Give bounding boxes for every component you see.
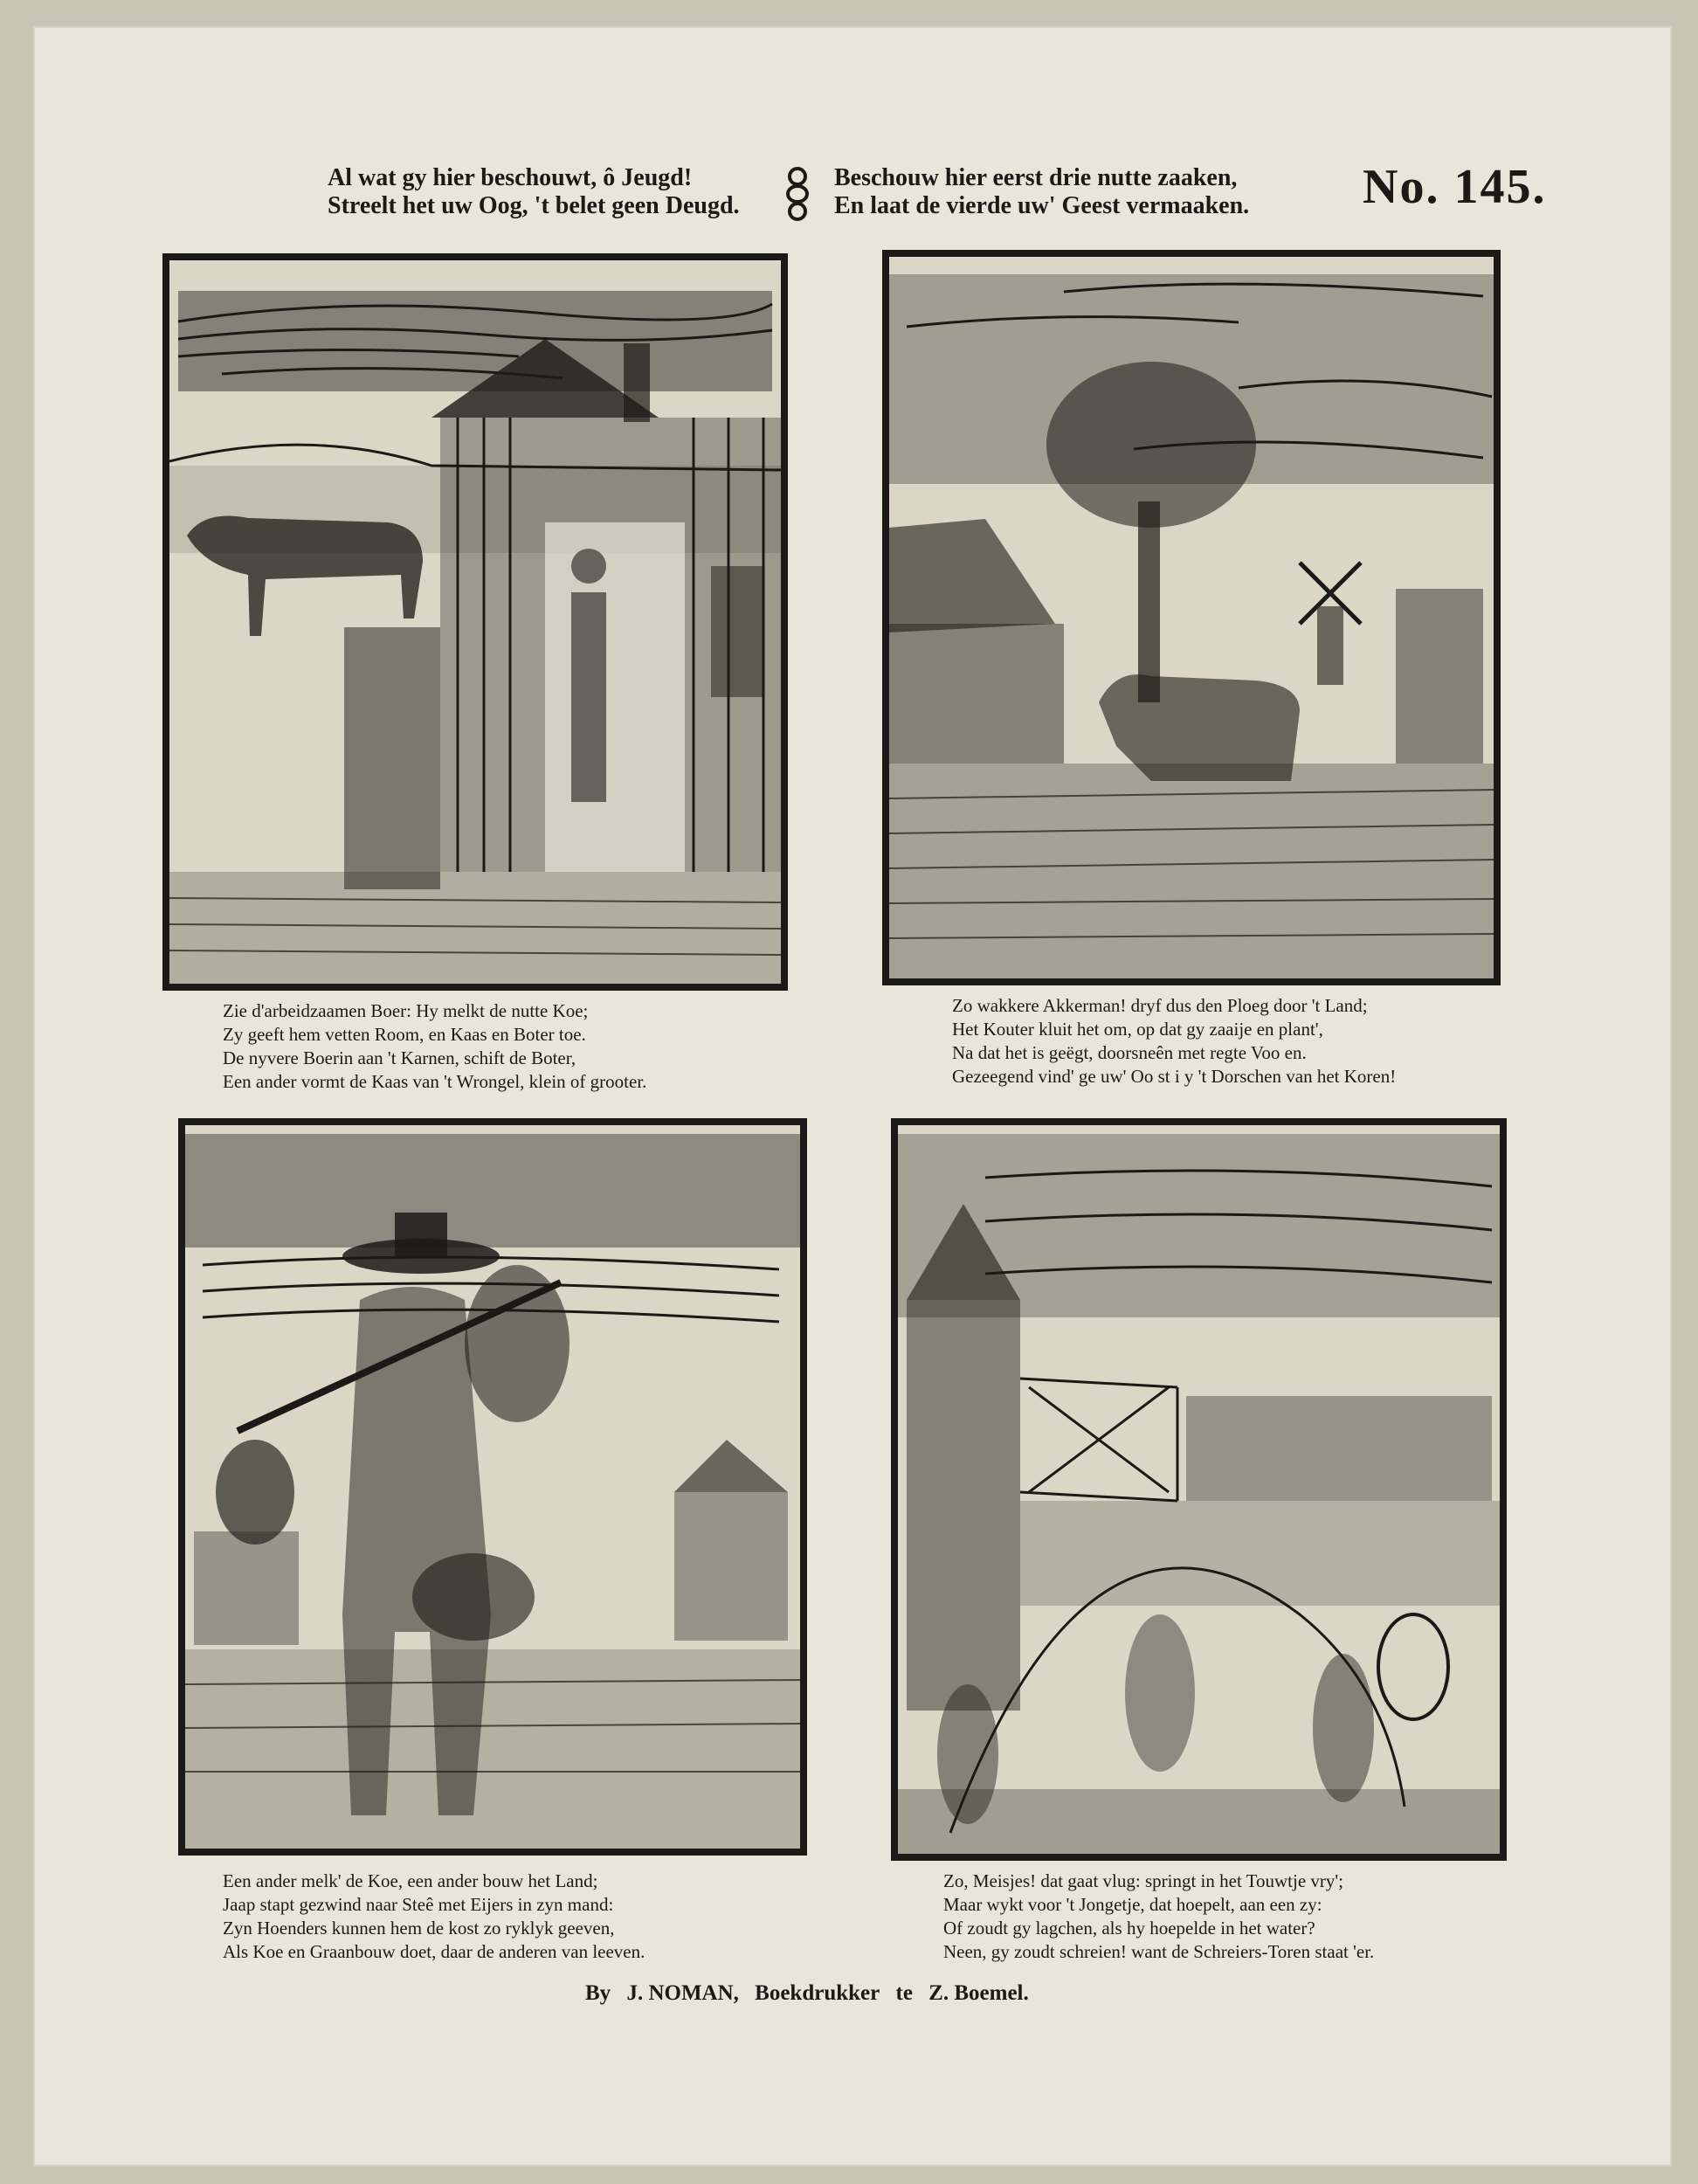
imprint-te: te xyxy=(895,1981,913,2005)
verse-plough-line-4: Gezeegend vind' ge uw' Oo st i y 't Dorschen van het Koren! xyxy=(952,1066,1397,1087)
verse-egg-carrier-line-1: Een ander melk' de Koe, een ander bouw het Land; xyxy=(223,1870,598,1891)
woodcut-panel-plough xyxy=(882,250,1501,985)
woodcut-panel-farm xyxy=(162,253,788,991)
verse-egg-carrier xyxy=(223,1870,645,1964)
farm-dairy-woodcut xyxy=(169,260,781,984)
verse-plough xyxy=(952,994,1396,1089)
printer-imprint xyxy=(585,1981,1029,2006)
verse-farm-line-4: Een ander vormt de Kaas van 't Wrongel, klein of grooter. xyxy=(223,1071,647,1092)
header-left-line-2: Streelt het uw Oog, 't belet geen Deugd. xyxy=(328,192,740,219)
verse-skipping-girls-line-1: Zo, Meisjes! dat gaat vlug: springt in het Touwtje vry'; xyxy=(943,1870,1344,1891)
header-right-line-1: Beschouw hier eerst drie nutte zaaken, xyxy=(834,164,1238,191)
imprint-place: Z. Boemel. xyxy=(928,1981,1029,2005)
verse-egg-carrier-line-4: Als Koe en Graanbouw doet, daar de anderen van leeven. xyxy=(223,1941,645,1962)
verse-farm-line-1: Zie d'arbeidzaamen Boer: Hy melkt de nutte Koe; xyxy=(223,1000,589,1021)
sheet-number: No. 145. xyxy=(1363,160,1547,214)
imprint-printer: J. NOMAN, xyxy=(626,1981,739,2005)
header-verse-right xyxy=(834,164,1249,220)
verse-egg-carrier-line-2: Jaap stapt gezwind naar Steê met Eijers in zyn mand: xyxy=(223,1894,614,1915)
header-left-line-1: Al wat gy hier beschouwt, ô Jeugd! xyxy=(328,164,693,191)
woodcut-panel-skipping-girls xyxy=(891,1118,1507,1861)
verse-plough-line-2: Het Kouter kluit het om, op dat gy zaaije en plant', xyxy=(952,1019,1323,1040)
verse-farm-line-3: De nyvere Boerin aan 't Karnen, schift de Boter, xyxy=(223,1047,576,1068)
verse-skipping-girls xyxy=(943,1870,1374,1964)
woodcut-panel-egg-carrier xyxy=(178,1118,807,1856)
egg-carrier-woodcut xyxy=(185,1125,800,1849)
verse-egg-carrier-line-3: Zyn Hoenders kunnen hem de kost zo ryklyk geeven, xyxy=(223,1918,615,1939)
verse-skipping-girls-line-3: Of zoudt gy lagchen, als hy hoepelde in het water? xyxy=(943,1918,1315,1939)
verse-plough-line-1: Zo wakkere Akkerman! dryf dus den Ploeg door 't Land; xyxy=(952,995,1368,1016)
header-right-line-2: En laat de vierde uw' Geest vermaaken. xyxy=(834,192,1250,219)
imprint-by: By xyxy=(585,1981,611,2005)
skipping-girls-woodcut xyxy=(898,1125,1500,1854)
verse-skipping-girls-line-2: Maar wykt voor 't Jongetje, dat hoepelt, aan een zy: xyxy=(943,1894,1322,1915)
imprint-trade: Boekdrukker xyxy=(755,1981,880,2005)
verse-plough-line-3: Na dat het is geëgt, doorsneên met regte Voo en. xyxy=(952,1042,1307,1063)
ornament-icon xyxy=(784,166,811,222)
verse-farm-line-2: Zy geeft hem vetten Room, en Kaas en Boter toe. xyxy=(223,1024,586,1045)
header-verse-left xyxy=(328,164,740,220)
verse-farm xyxy=(223,999,646,1094)
ploughing-woodcut xyxy=(889,257,1494,978)
verse-skipping-girls-line-4: Neen, gy zoudt schreien! want de Schreiers-Toren staat 'er. xyxy=(943,1941,1375,1962)
